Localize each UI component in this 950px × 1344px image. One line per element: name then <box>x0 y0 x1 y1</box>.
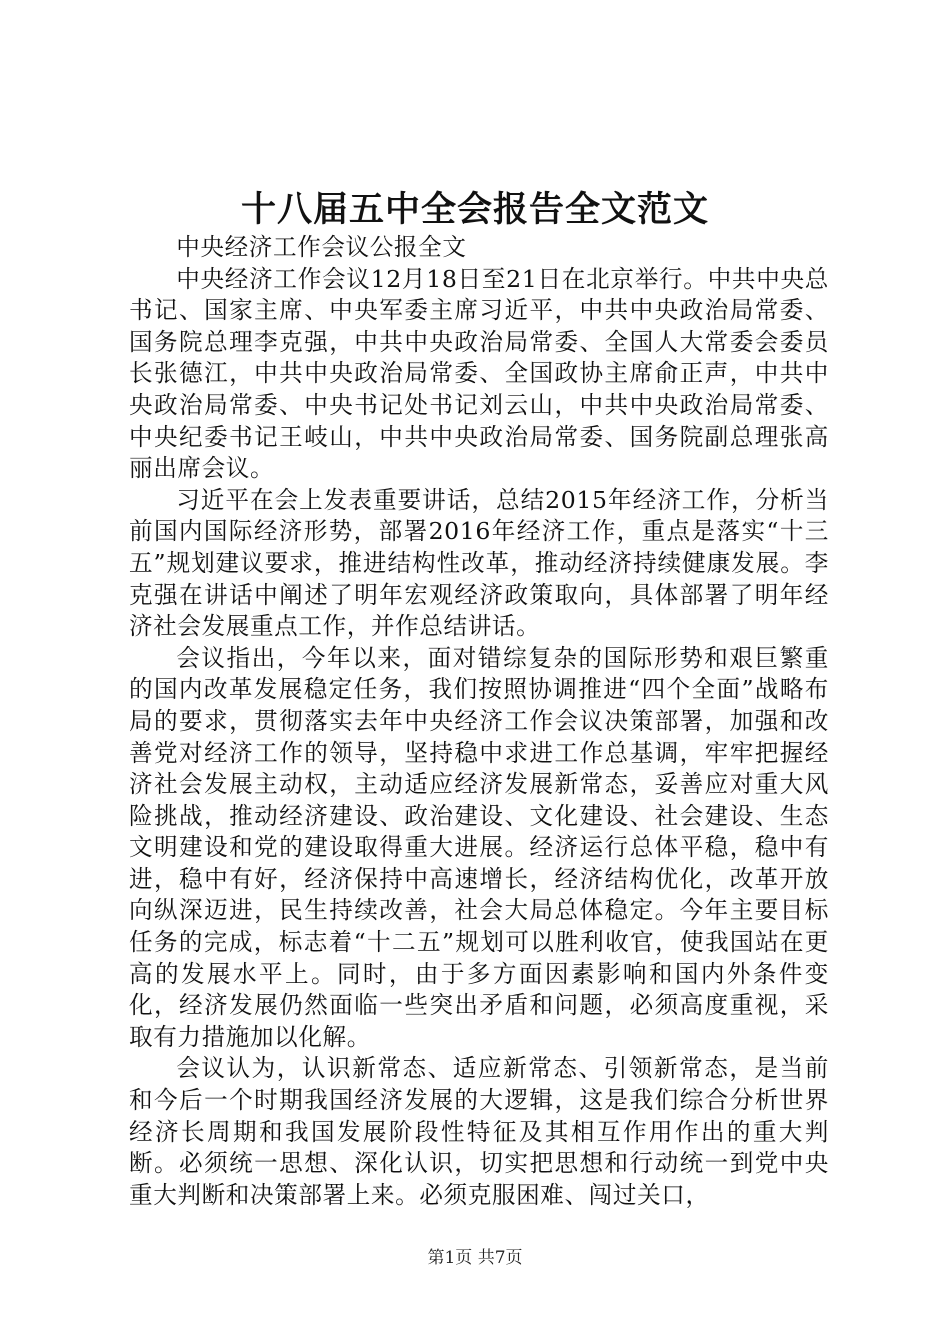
paragraph: 会议指出，今年以来，面对错综复杂的国际形势和艰巨繁重的国内改革发展稳定任务，我们按照协调推进“四个全面”战略布局的要求，贯彻落实去年中央经济工作会议决策部署，加强和改善党对经济工作的领导，坚持稳中求进工作总基调，牢牢把握经济社会发展主动权，主动适应经济发展新常态，妥善应对重大风险挑战，推动经济建设、政治建设、文化建设、社会建设、生态文明建设和党的建设取得重大进展。经济运行总体平稳，稳中有进，稳中有好，经济保持中高速增长，经济结构优化，改革开放向纵深迈进，民生持续改善，社会大局总体稳定。今年主要目标任务的完成，标志着“十二五”规划可以胜利收官，使我国站在更高的发展水平上。同时，由于多方面因素影响和国内外条件变化，经济发展仍然面临一些突出矛盾和问题，必须高度重视，采取有力措施加以化解。 <box>129 643 829 1051</box>
document-body <box>129 232 829 1211</box>
page-number-footer: 第1页 共7页 <box>427 1248 523 1268</box>
paragraph: 会议认为，认识新常态、适应新常态、引领新常态，是当前和今后一个时期我国经济发展的大逻辑，这是我们综合分析世界经济长周期和我国发展阶段性特征及其相互作用作出的重大判断。必须统一思想、深化认识，切实把思想和行动统一到党中央重大判断和决策部署上来。必须克服困难、闯过关口， <box>129 1054 829 1209</box>
paragraph: 习近平在会上发表重要讲话，总结2015年经济工作，分析当前国内国际经济形势，部署2016年经济工作，重点是落实“十三五”规划建议要求，推进结构性改革，推动经济持续健康发展。李克强在讲话中阐述了明年宏观经济政策取向，具体部署了明年经济社会发展重点工作，并作总结讲话。 <box>129 485 829 641</box>
paragraph: 中央经济工作会议12月18日至21日在北京举行。中共中央总书记、国家主席、中央军委主席习近平，中共中央政治局常委、国务院总理李克强，中共中央政治局常委、全国人大常委会委员长张德江，中共中央政治局常委、全国政协主席俞正声，中共中央政治局常委、中央书记处书记刘云山，中共中央政治局常委、中央纪委书记王岐山，中共中央政治局常委、国务院副总理张高丽出席会议。 <box>129 264 829 483</box>
paragraph-heading: 中央经济工作会议公报全文 <box>176 233 467 261</box>
document-title: 十八届五中全会报告全文范文 <box>240 189 709 230</box>
